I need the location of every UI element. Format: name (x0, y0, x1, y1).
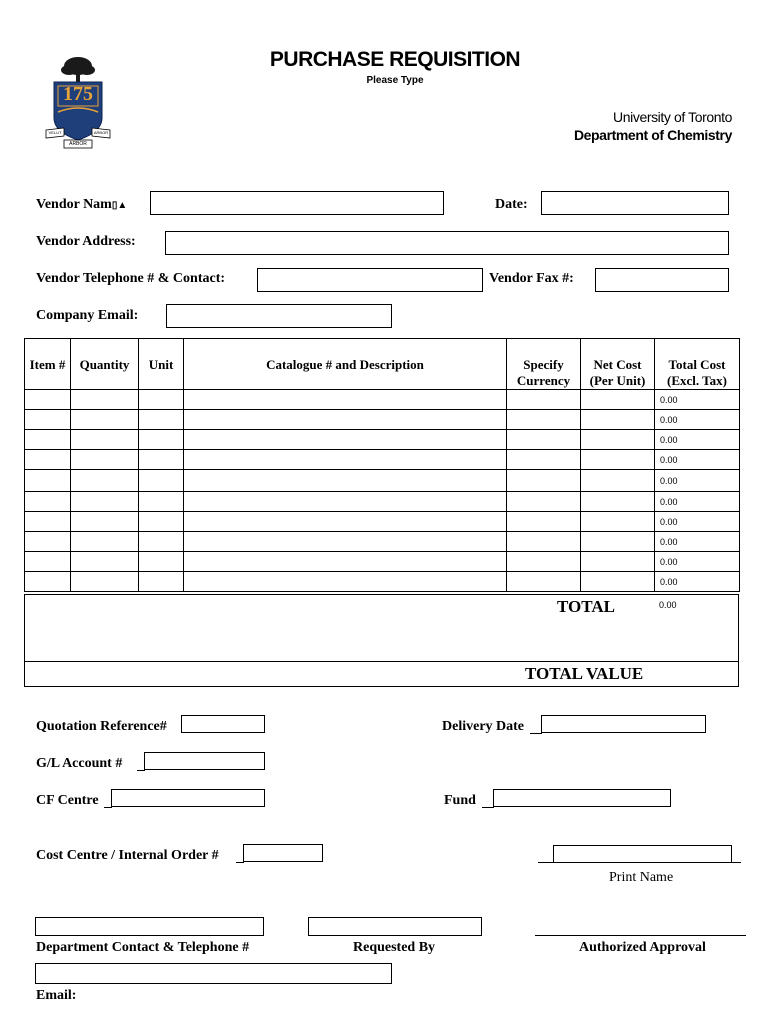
item-cell[interactable] (25, 470, 71, 492)
university-name: University of Toronto (613, 109, 732, 125)
department-contact-label: Department Contact & Telephone # (36, 940, 250, 955)
total-cost-cell: 0.00 (655, 512, 740, 532)
date-label: Date: (495, 197, 528, 212)
total-value-label: TOTAL VALUE (525, 664, 644, 683)
table-row (25, 470, 740, 492)
header-unit: Unit (139, 339, 184, 390)
currency-cell[interactable] (507, 430, 581, 450)
unit-cell[interactable] (139, 572, 184, 592)
quantity-cell[interactable] (71, 390, 139, 410)
item-cell[interactable] (25, 492, 71, 512)
cf-centre-label: CF Centre (36, 793, 99, 808)
items-table (24, 338, 740, 592)
requested-by-input[interactable] (308, 917, 482, 936)
item-cell[interactable] (25, 552, 71, 572)
fund-underline (482, 807, 494, 808)
requested-by-label: Requested By (353, 940, 436, 955)
description-cell[interactable] (184, 572, 507, 592)
vendor-fax-label: Vendor Fax #: (489, 271, 574, 286)
total-label: TOTAL (557, 597, 615, 616)
item-cell[interactable] (25, 430, 71, 450)
quantity-cell[interactable] (71, 430, 139, 450)
currency-cell[interactable] (507, 572, 581, 592)
unit-cell[interactable] (139, 512, 184, 532)
total-cost-cell: 0.00 (655, 450, 740, 470)
vendor-name-input[interactable] (150, 191, 444, 215)
total-amount: 0.00 (659, 600, 677, 610)
currency-cell[interactable] (507, 450, 581, 470)
university-crest-icon (44, 52, 112, 150)
description-cell[interactable] (184, 552, 507, 572)
net-cost-cell[interactable] (581, 492, 655, 512)
description-cell[interactable] (184, 532, 507, 552)
table-row (25, 430, 740, 450)
gl-account-input[interactable] (144, 752, 265, 770)
cf-centre-underline (104, 807, 112, 808)
header-quantity: Quantity (71, 339, 139, 390)
quantity-cell[interactable] (71, 552, 139, 572)
header-net-cost: Net Cost (Per Unit) (581, 339, 655, 390)
page-subtitle: Please Type (366, 75, 424, 86)
cost-centre-label: Cost Centre / Internal Order # (36, 848, 219, 863)
total-cost-cell: 0.00 (655, 532, 740, 552)
vendor-fax-input[interactable] (595, 268, 729, 292)
item-cell[interactable] (25, 572, 71, 592)
fund-input[interactable] (493, 789, 671, 807)
header-total-cost: Total Cost (Excl. Tax) (655, 339, 740, 390)
description-cell[interactable] (184, 410, 507, 430)
print-name-input[interactable] (553, 845, 732, 863)
total-cost-cell: 0.00 (655, 470, 740, 492)
vendor-telephone-input[interactable] (257, 268, 483, 292)
total-cost-cell: 0.00 (655, 492, 740, 512)
quotation-reference-input[interactable] (181, 715, 265, 733)
net-cost-cell[interactable] (581, 450, 655, 470)
header-item: Item # (25, 339, 71, 390)
net-cost-cell[interactable] (581, 532, 655, 552)
unit-cell[interactable] (139, 390, 184, 410)
email-input[interactable] (35, 963, 392, 984)
unit-cell[interactable] (139, 552, 184, 572)
company-email-label: Company Email: (36, 308, 139, 323)
table-row (25, 450, 740, 470)
cost-centre-underline (236, 862, 244, 863)
logo-banner-left: VELUT (48, 130, 62, 135)
quantity-cell[interactable] (71, 492, 139, 512)
description-cell[interactable] (184, 512, 507, 532)
net-cost-cell[interactable] (581, 470, 655, 492)
cf-centre-input[interactable] (111, 789, 265, 807)
quantity-cell[interactable] (71, 470, 139, 492)
total-cost-cell: 0.00 (655, 410, 740, 430)
vendor-name-label: Vendor Nam▯▲ (36, 197, 128, 212)
description-cell[interactable] (184, 450, 507, 470)
currency-cell[interactable] (507, 552, 581, 572)
currency-cell[interactable] (507, 410, 581, 430)
currency-cell[interactable] (507, 532, 581, 552)
gl-account-label: G/L Account # (36, 756, 123, 771)
unit-cell[interactable] (139, 470, 184, 492)
total-cost-cell: 0.00 (655, 552, 740, 572)
item-cell[interactable] (25, 450, 71, 470)
header-description: Catalogue # and Description (184, 339, 507, 390)
logo-banner-bottom: ARBOR (69, 141, 87, 147)
table-row (25, 552, 740, 572)
table-row (25, 512, 740, 532)
unit-cell[interactable] (139, 410, 184, 430)
department-name: Department of Chemistry (573, 127, 732, 143)
authorized-approval-line (535, 935, 746, 936)
cursor-glyph-icon: ▯▲ (111, 200, 128, 211)
net-cost-cell[interactable] (581, 390, 655, 410)
table-row (25, 532, 740, 552)
header-currency: Specify Currency (507, 339, 581, 390)
description-cell[interactable] (184, 390, 507, 410)
table-row (25, 390, 740, 410)
quantity-cell[interactable] (71, 512, 139, 532)
total-block (24, 594, 739, 662)
gl-account-underline (137, 770, 145, 771)
quotation-reference-label: Quotation Reference# (36, 719, 167, 734)
item-cell[interactable] (25, 410, 71, 430)
unit-cell[interactable] (139, 492, 184, 512)
total-cost-cell: 0.00 (655, 430, 740, 450)
fund-label: Fund (444, 793, 476, 808)
vendor-address-label: Vendor Address: (36, 234, 136, 249)
quantity-cell[interactable] (71, 450, 139, 470)
item-cell[interactable] (25, 532, 71, 552)
unit-cell[interactable] (139, 532, 184, 552)
net-cost-cell[interactable] (581, 552, 655, 572)
table-row (25, 410, 740, 430)
authorized-approval-label: Authorized Approval (579, 940, 706, 955)
description-cell[interactable] (184, 470, 507, 492)
net-cost-cell[interactable] (581, 430, 655, 450)
logo-number: 175 (63, 83, 93, 105)
email-label: Email: (36, 988, 77, 1003)
cost-centre-input[interactable] (243, 844, 323, 862)
item-cell[interactable] (25, 512, 71, 532)
net-cost-cell[interactable] (581, 572, 655, 592)
quantity-cell[interactable] (71, 410, 139, 430)
item-cell[interactable] (25, 390, 71, 410)
table-header-row (25, 339, 740, 390)
table-row (25, 492, 740, 512)
date-input[interactable] (541, 191, 729, 215)
page-title: PURCHASE REQUISITION (269, 48, 521, 71)
unit-cell[interactable] (139, 450, 184, 470)
logo-banner-right: ARBOR (93, 130, 109, 135)
quantity-cell[interactable] (71, 572, 139, 592)
quantity-cell[interactable] (71, 532, 139, 552)
description-cell[interactable] (184, 492, 507, 512)
currency-cell[interactable] (507, 492, 581, 512)
print-name-label: Print Name (609, 870, 674, 885)
vendor-telephone-label: Vendor Telephone # & Contact: (36, 271, 226, 286)
delivery-date-underline (530, 733, 542, 734)
company-email-input[interactable] (166, 304, 392, 328)
delivery-date-label: Delivery Date (442, 719, 525, 734)
delivery-date-input[interactable] (541, 715, 706, 733)
total-cost-cell: 0.00 (655, 572, 740, 592)
department-contact-input[interactable] (35, 917, 264, 936)
table-row (25, 572, 740, 592)
net-cost-cell[interactable] (581, 410, 655, 430)
vendor-address-input[interactable] (165, 231, 729, 255)
currency-cell[interactable] (507, 390, 581, 410)
net-cost-cell[interactable] (581, 512, 655, 532)
unit-cell[interactable] (139, 430, 184, 450)
currency-cell[interactable] (507, 470, 581, 492)
description-cell[interactable] (184, 430, 507, 450)
currency-cell[interactable] (507, 512, 581, 532)
total-cost-cell: 0.00 (655, 390, 740, 410)
